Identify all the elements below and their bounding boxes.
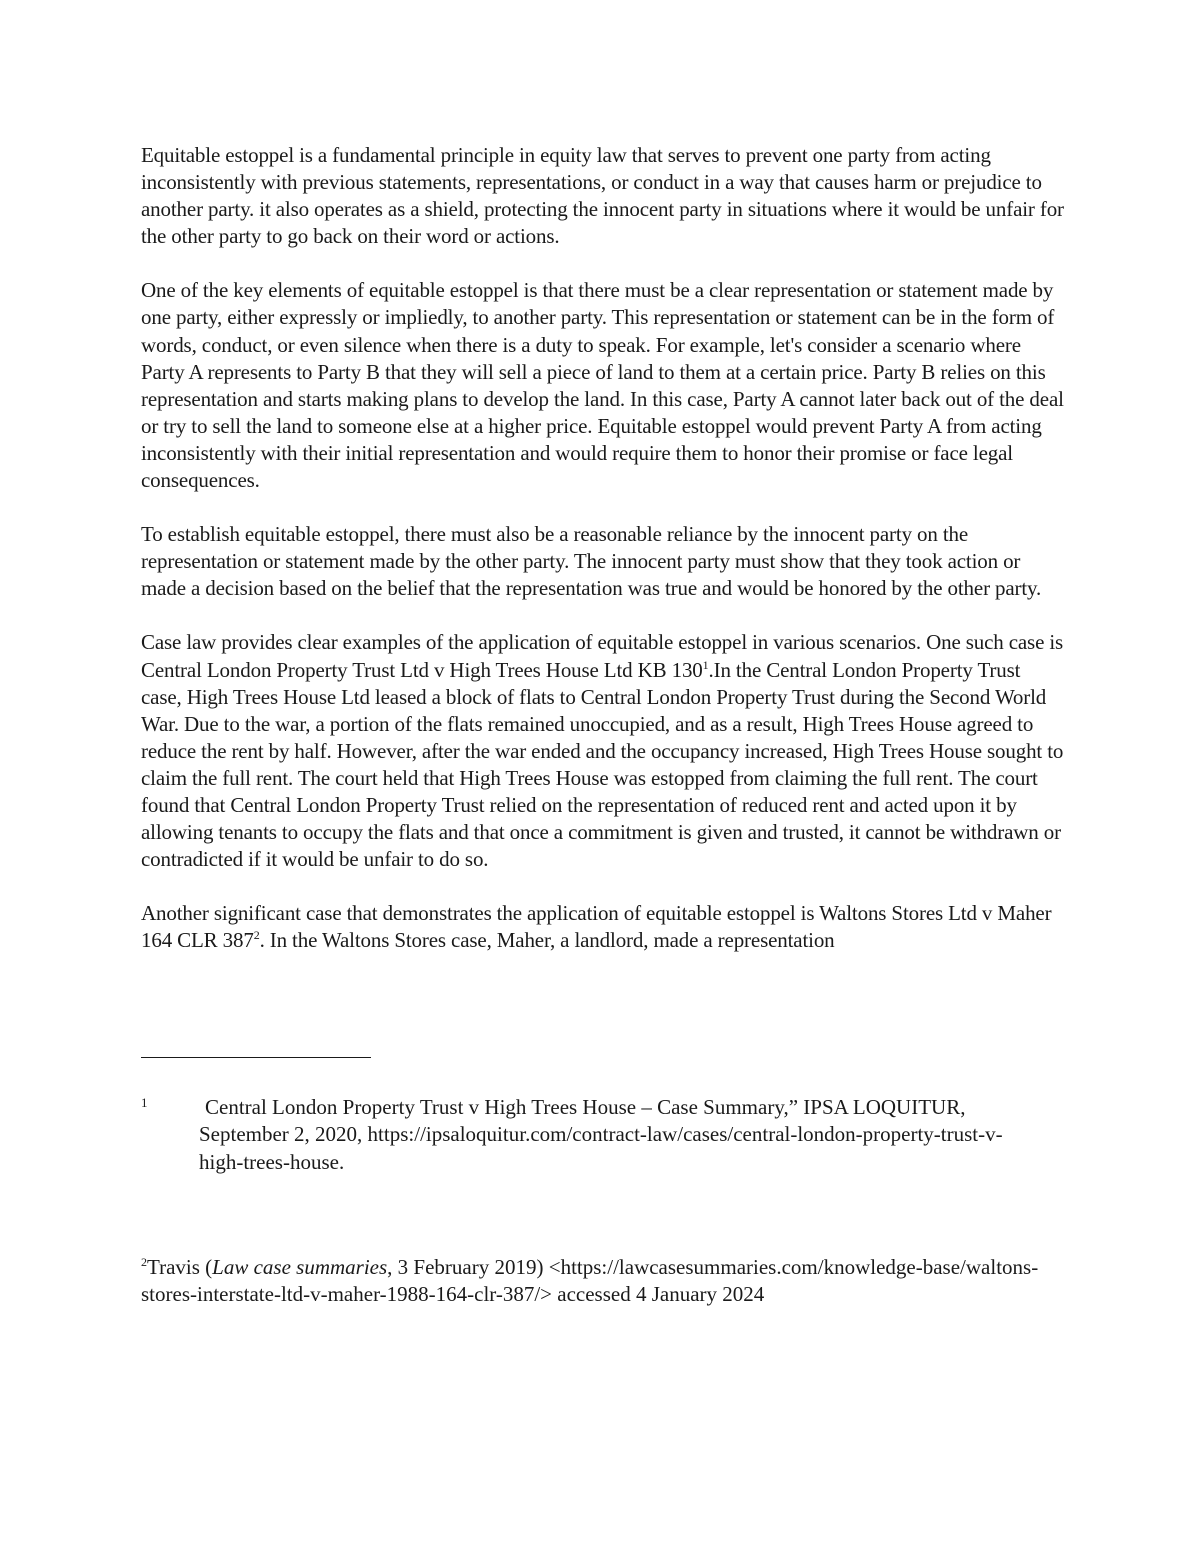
footnote-text [199,1094,1019,1176]
footnote-separator [141,1057,371,1058]
paragraph-waltons [141,900,1066,954]
footnote-number: 2 [141,1255,147,1269]
paragraph-representation: One of the key elements of equitable estoppel is that there must be a clear representation or statement made by one party, either expressly or impliedly, to another party. This representation or statement can be in the form of words, conduct, or even silence when there is a duty to speak. For example, let's consider a scenario where Party A represents to Party B that they will sell a piece of land to them at a certain price. Party B relies on this representation and starts making plans to develop the land. In this case, Party A cannot later back out of the deal or try to sell the land to someone else at a higher price. Equitable estoppel would prevent Party A from acting inconsistently with their initial representation and would require them to honor their promise or face legal consequences. [141,278,1064,493]
footnote-2 [141,1254,1066,1309]
footnote-citation: Central London Property Trust v High Trees House – Case Summary,” IPSA LOQUITUR, September 2, 2020, https://ipsaloquitur.com/contract-law/cases/central-london-property-trust-v-high-trees-house. [199,1095,1003,1174]
footnote-text: , 3 February 2019) <https://lawcasesummaries.com/knowledge-base/waltons-stores-interstate-ltd-v-maher-1988-164-clr-387/> accessed 4 January 2024 [141,1255,1039,1307]
footnote-source-title: Law case summaries [212,1255,388,1279]
paragraph-text: . In the Waltons Stores case, Maher, a landlord, made a representation [259,928,835,953]
footnote-number: 1 [141,1095,148,1110]
footnote-text: Travis ( [147,1255,213,1279]
paragraph-text: Case law provides clear examples of the application of equitable estoppel in various scenarios. One such case is Central London Property Trust Ltd v High Trees House Ltd KB 130 [141,630,1064,682]
footnote-ref-1[interactable]: 1 [702,657,709,672]
footnote-ref-2[interactable]: 2 [253,928,260,943]
document-body [141,142,1066,981]
paragraph-intro: Equitable estoppel is a fundamental principle in equity law that serves to prevent one party from acting inconsistently with previous statements, representations, or conduct in a way that causes harm or prejudice to another party. it also operates as a shield, protecting the innocent party in situations where it would be unfair for the other party to go back on their word or actions. [141,143,1064,249]
paragraph-text: Another significant case that demonstrates the application of equitable estoppel is Waltons Stores Ltd v Maher 164 CLR 387 [141,901,1052,953]
paragraph-reliance: To establish equitable estoppel, there must also be a reasonable reliance by the innocent party on the representation or statement made by the other party. The innocent party must show that they took action or made a decision based on the belief that the representation was true and would be honored by the other party. [141,522,1042,601]
footnote-1 [141,1094,1066,1176]
paragraph-text: .In the Central London Property Trust case, High Trees House Ltd leased a block of flats to Central London Property Trust during the Second World War. Due to the war, a portion of the flats remained unoccupied, and as a result, High Trees House agreed to reduce the rent by half. However, after the war ended and the occupancy increased, High Trees House sought to claim the full rent. The court held that High Trees House was estopped from claiming the full rent. The court found that Central London Property Trust relied on the representation of reduced rent and acted upon it by allowing tenants to occupy the flats and that once a commitment is given and trusted, it cannot be withdrawn or contradicted if it would be unfair to do so. [141,657,1064,872]
paragraph-high-trees [141,629,1066,873]
